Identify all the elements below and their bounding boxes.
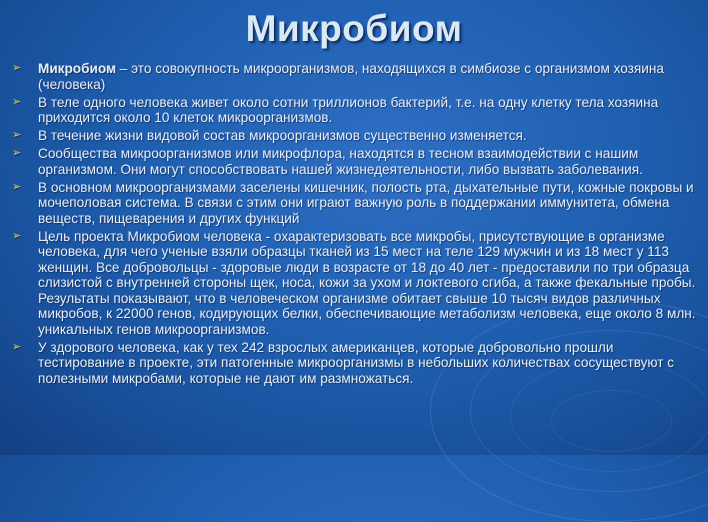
decorative-ripple <box>550 390 672 452</box>
bullet-item <box>10 180 700 227</box>
bullet-text: – это совокупность микроорганизмов, находящихся в симбиозе с организмом хозяина (человека) <box>38 61 664 92</box>
bullet-text: В теле одного человека живет около сотни триллионов бактерий, т.е. на одну клетку тела хозяина приходится около 10 клеток микроорганизмов. <box>38 94 659 125</box>
bullet-item <box>10 95 700 126</box>
bullet-text: У здорового человека, как у тех 242 взрослых американцев, которые добровольно прошли тестирование в проекте, эти патогенные микроорганизмы в небольших количествах сосуществуют с полезными микробами, которые не дают им размножаться. <box>38 339 675 386</box>
arrow-bullet-icon: ➢ <box>12 180 22 193</box>
bullet-text: Цель проекта Микробиом человека - охарактеризовать все микробы, присутствующие в организме человека, для чего ученые взяли образцы тканей из 15 мест на теле 129 мужчин и из 18 мест у 113 женщин. Все добровольцы - здоровые люди в возрасте от 18 до 40 лет - предоставили по три образца слизистой с внутренней стороны щек, носа, кожи за ухом и локтевого сгиба, а также фекальные пробы. Результаты показывают, что в человеческом организме обитает свыше 10 тысяч видов различных микробов, к 22000 генов, кодирующих белки, обеспечивающие метаболизм человека, еще около 8 млн. уникальных генов микроорганизмов. <box>38 228 696 337</box>
arrow-bullet-icon: ➢ <box>12 95 22 108</box>
arrow-bullet-icon: ➢ <box>12 147 22 159</box>
arrow-bullet-icon: ➢ <box>12 229 22 242</box>
bullet-list <box>10 61 700 389</box>
bullet-text: В основном микроорганизмами заселены кишечник, полость рта, дыхательные пути, кожные покровы и мочеполовая система. В связи с этим они играют важную роль в поддержании иммунитета, обмена веществ, пищеварения и других функций <box>38 179 694 226</box>
arrow-bullet-icon: ➢ <box>12 340 22 353</box>
slide-title: Микробиом <box>245 8 463 49</box>
bullet-item <box>10 146 700 177</box>
bullet-lead-term: Микробиом <box>38 61 117 76</box>
bullet-item <box>10 340 700 387</box>
arrow-bullet-icon: ➢ <box>12 129 22 141</box>
bullet-item <box>10 128 700 144</box>
bullet-text: Сообщества микроорганизмов или микрофлора, находятся в тесном взаимодействии с нашим организмом. Они могут способствовать нашей жизнедеятельности, либо вызвать заболевания. <box>38 146 643 177</box>
bullet-item <box>10 229 700 338</box>
bullet-text: В течение жизни видовой состав микроорганизмов существенно изменяется. <box>38 128 527 143</box>
bullet-item <box>10 61 700 92</box>
arrow-bullet-icon: ➢ <box>12 62 22 74</box>
